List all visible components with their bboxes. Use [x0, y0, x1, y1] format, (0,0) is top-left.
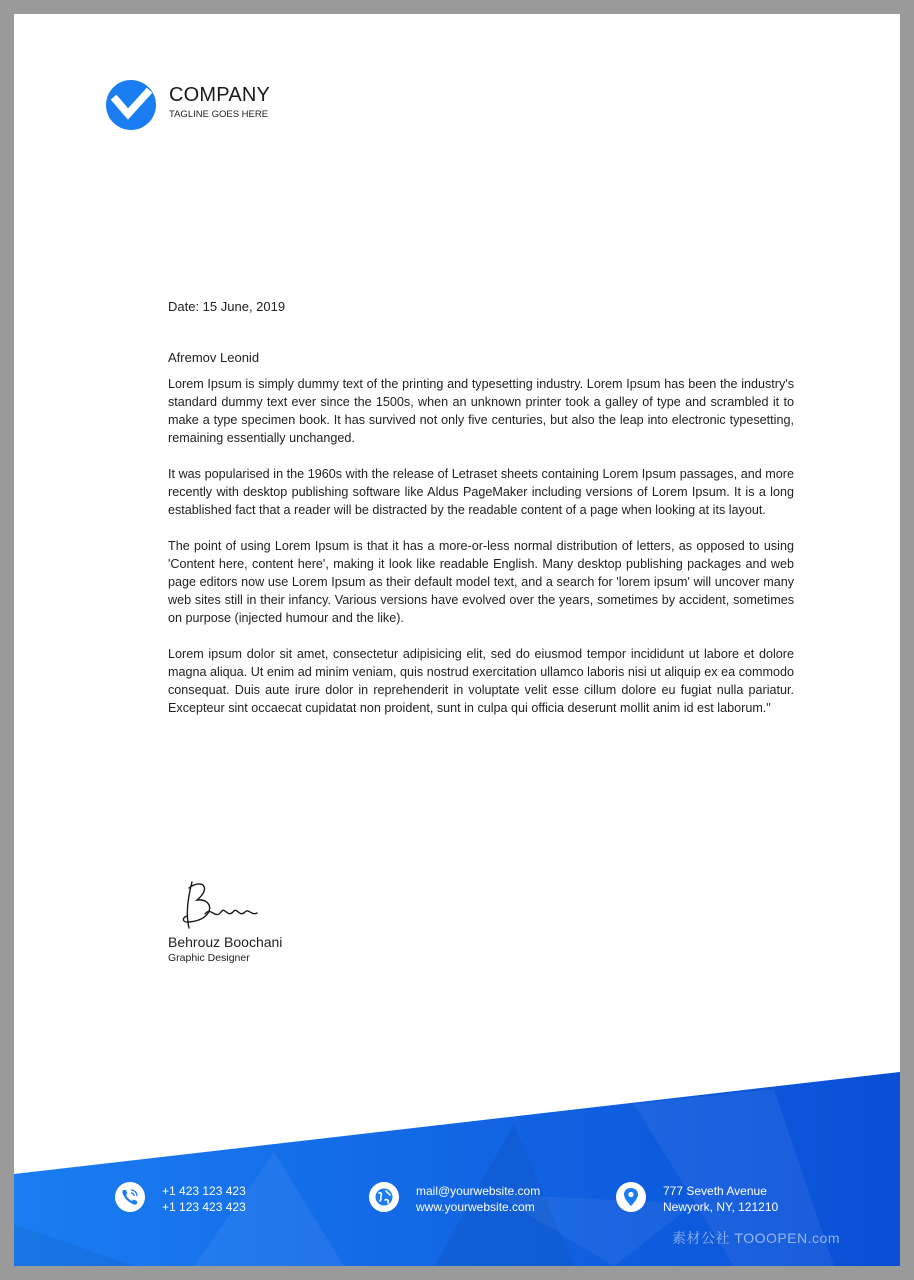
- map-pin-icon: [616, 1182, 646, 1212]
- signer-name: Behrouz Boochani: [168, 934, 283, 950]
- address-line-1: 777 Seveth Avenue: [663, 1184, 767, 1198]
- company-name: COMPANY: [169, 84, 271, 106]
- recipient-name: Afremov Leonid: [168, 350, 260, 365]
- letter-date: Date: 15 June, 2019: [168, 299, 286, 314]
- address-line-2: Newyork, NY, 121210: [663, 1200, 779, 1214]
- phone-number-1[interactable]: +1 423 123 423: [162, 1184, 246, 1198]
- phone-number-2[interactable]: +1 123 423 423: [162, 1200, 246, 1214]
- contact-web: [369, 1182, 540, 1215]
- website-link[interactable]: www.yourwebsite.com: [416, 1200, 535, 1214]
- signer-title: Graphic Designer: [168, 952, 250, 964]
- globe-icon: [369, 1182, 399, 1212]
- checkmark-circle-icon: [106, 80, 156, 130]
- body-paragraph: The point of using Lorem Ipsum is that it has a more-or-less normal distribution of letters, as opposed to using 'Content here, content here', making it look like readable English. Many desktop publishing packages and web page editors now use Lorem Ipsum as their default model text, and a search for 'lorem ipsum' will uncover many web sites still in their infancy. Various versions have evolved over the years, sometimes by accident, sometimes on purpose (injected humour and the like).: [168, 539, 794, 625]
- company-tagline: TAGLINE GOES HERE: [169, 109, 269, 120]
- handwritten-signature: [177, 876, 267, 931]
- letter-body: [168, 375, 794, 735]
- contact-phone: [115, 1182, 246, 1215]
- phone-icon: [115, 1182, 145, 1212]
- body-paragraph: Lorem Ipsum is simply dummy text of the printing and typesetting industry. Lorem Ipsum has been the industry's standard dummy text ever since the 1500s, when an unknown printer took a galley of type and scrambled it to make a type specimen book. It has survived not only five centuries, but also the leap into electronic typesetting, remaining essentially unchanged.: [168, 377, 794, 445]
- watermark: 素材公社 TOOOPEN.com: [672, 1230, 840, 1246]
- email-link[interactable]: mail@yourwebsite.com: [416, 1184, 541, 1198]
- contact-address: [616, 1182, 778, 1215]
- body-paragraph: It was popularised in the 1960s with the release of Letraset sheets containing Lorem Ipsum passages, and more recently with desktop publishing software like Aldus PageMaker including versions of Lorem Ipsum. It is a long established fact that a reader will be distracted by the readable content of a page when looking at its layout.: [168, 467, 794, 517]
- letterhead-page: [14, 14, 900, 1266]
- body-paragraph: Lorem ipsum dolor sit amet, consectetur adipisicing elit, sed do eiusmod tempor incididunt ut labore et dolore magna aliqua. Ut enim ad minim veniam, quis nostrud exercitation ullamco laboris nisi ut aliquip ex ea commodo consequat. Duis aute irure dolor in reprehenderit in voluptate velit esse cillum dolore eu fugiat nulla pariatur. Excepteur sint occaecat cupidatat non proident, sunt in culpa qui officia deserunt mollit anim id est laborum.": [168, 647, 794, 715]
